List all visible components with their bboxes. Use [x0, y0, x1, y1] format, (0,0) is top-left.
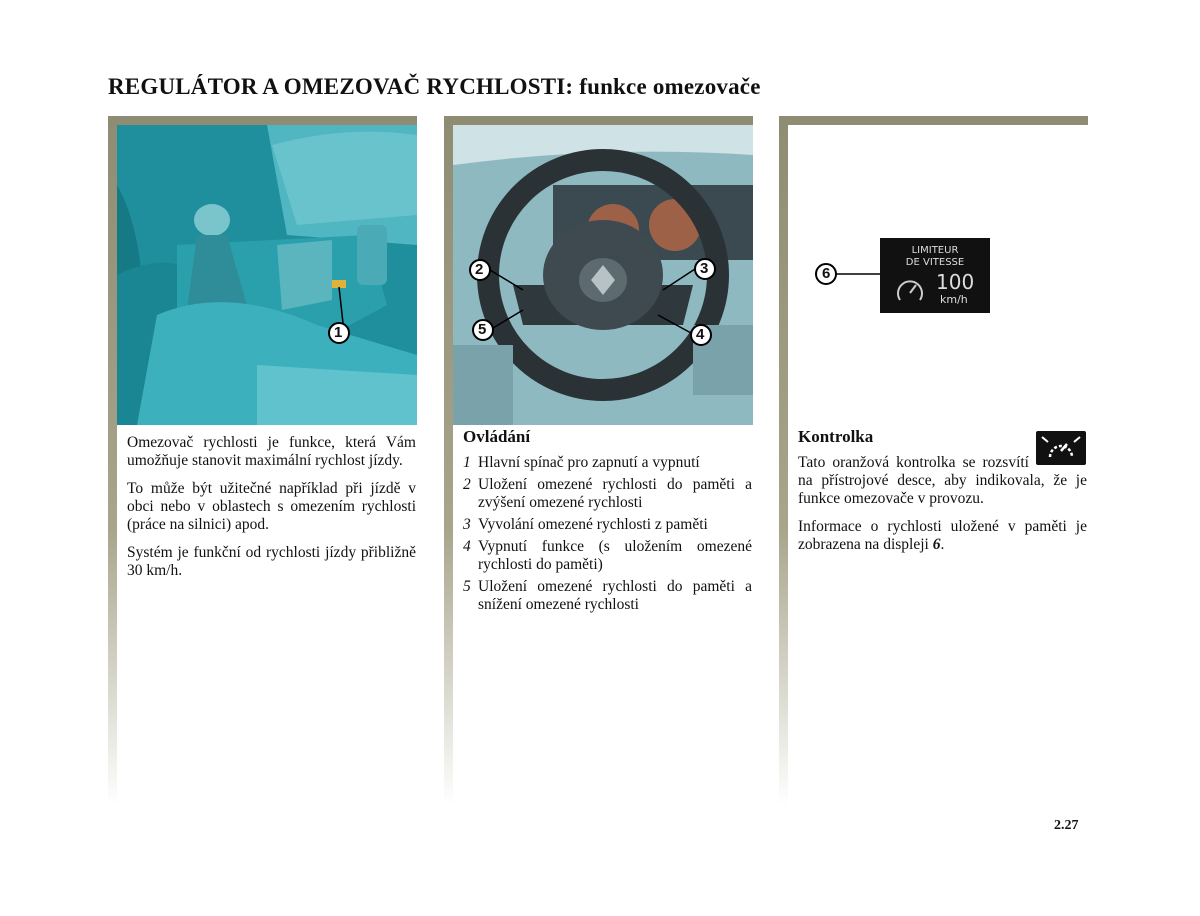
controls-list: [463, 454, 752, 614]
page-number: 2.27: [1054, 818, 1079, 833]
col1-paragraph: Omezovač rychlosti je funkce, která Vám umožňuje stanovit maximální rychlost jízdy.: [127, 434, 416, 469]
controls-heading: Ovládání: [463, 427, 531, 446]
column-side-bar: [108, 116, 117, 806]
indicator-paragraph: Tato oranžová kontrolka se rozsvítí na přístrojové desce, aby indikovala, že je funkce omezovače v provozu.: [798, 454, 1087, 507]
column-top-bar: [779, 116, 1088, 125]
speed-limiter-warning-icon: [1036, 431, 1086, 465]
callout-3: 3: [700, 260, 709, 277]
column-top-bar: [108, 116, 417, 125]
indicator-heading: Kontrolka: [798, 427, 874, 446]
col2-text: [463, 428, 752, 618]
callout-4: 4: [696, 326, 705, 343]
display-info-paragraph: Informace o rychlosti uložené v paměti je zobrazena na displeji 6.: [798, 518, 1087, 553]
list-item: 1 Hlavní spínač pro zapnutí a vypnutí: [463, 454, 700, 471]
speed-limiter-display: [880, 238, 990, 313]
callout-5: 5: [478, 321, 487, 338]
column-side-bar: [444, 116, 453, 806]
column-side-bar: [779, 116, 788, 806]
display-line2: DE VITESSE: [905, 257, 965, 268]
list-item: 3 Vyvolání omezené rychlosti z paměti: [463, 516, 708, 533]
column-steering-wheel: [444, 116, 753, 806]
display-speed: 100: [936, 270, 975, 294]
col1-text: [127, 434, 416, 590]
column-top-bar: [444, 116, 753, 125]
list-item: 5 Uložení omezené rychlosti do paměti a snížení omezené rychlosti: [463, 578, 752, 613]
page-title: REGULÁTOR A OMEZOVAČ RYCHLOSTI: funkce omezovače: [108, 74, 761, 99]
col1-paragraph: To může být užitečné například při jízdě v obci nebo v oblastech s omezením rychlosti (práce na silnici) apod.: [127, 480, 416, 533]
steering-wheel-photo: [453, 125, 753, 425]
display-line1: LIMITEUR: [911, 245, 959, 256]
column-gear-console: [108, 116, 417, 806]
list-item: 2 Uložení omezené rychlosti do paměti a zvýšení omezené rychlosti: [463, 476, 752, 511]
callout-2: 2: [475, 261, 484, 278]
callout-1: 1: [334, 324, 343, 341]
gear-console-photo: [117, 125, 417, 425]
display-unit: km/h: [940, 293, 968, 306]
callout-6: 6: [822, 265, 831, 282]
list-item: 4 Vypnutí funkce (s uložením omezené rychlosti do paměti): [463, 538, 752, 573]
col1-paragraph: Systém je funkční od rychlosti jízdy přibližně 30 km/h.: [127, 544, 416, 579]
